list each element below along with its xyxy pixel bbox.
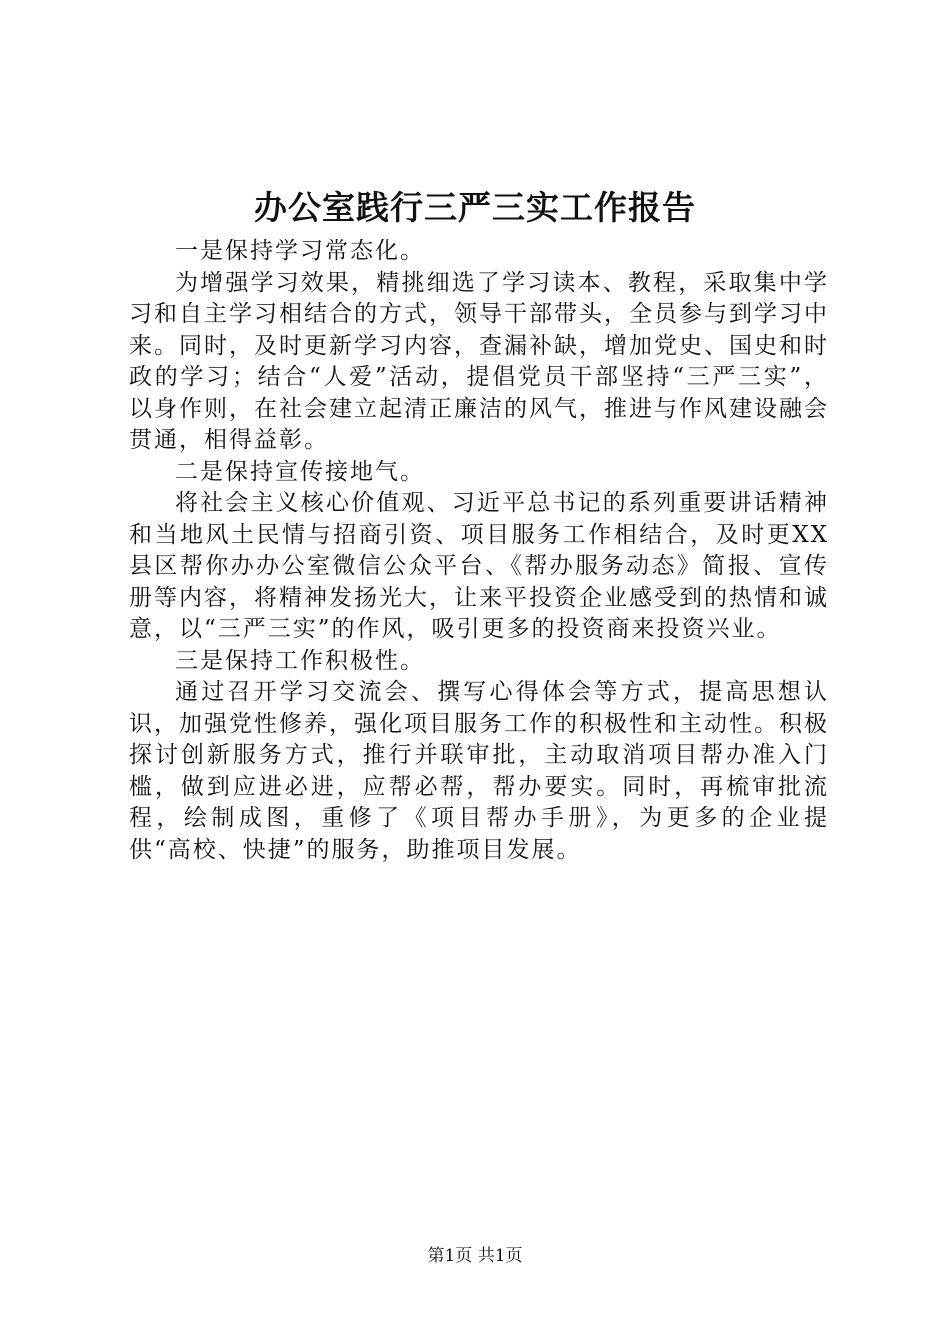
paragraph-1: 为增强学习效果，精挑细选了学习读本、教程，采取集中学习和自主学习相结合的方式，领导干部带头，全员参与到学习中来。同时，及时更新学习内容，查漏补缺，增加党史、国史和时政的学习；结合“人爱”活动，提倡党员干部坚持“三严三实”，以身作则，在社会建立起清正廉洁的风气，推进与作风建设融会贯通，相得益彰。 — [129, 269, 829, 453]
paragraph-heading-3: 三是保持工作积极性。 — [175, 647, 425, 674]
paragraph-3: 通过召开学习交流会、撰写心得体会等方式，提高思想认识，加强党性修养，强化项目服务工作的积极性和主动性。积极探讨创新服务方式，推行并联审批，主动取消项目帮办准入门槛，做到应进必进，应帮必帮，帮办要实。同时，再梳审批流程，绘制成图，重修了《项目帮办手册》，为更多的企业提供“高校、快捷”的服务，助推项目发展。 — [129, 679, 829, 863]
paragraph-heading-2: 二是保持宣传接地气。 — [175, 458, 425, 485]
document-title: 办公室践行三严三实工作报告 — [254, 188, 696, 227]
document-body — [129, 236, 829, 866]
paragraph-2: 将社会主义核心价值观、习近平总书记的系列重要讲话精神和当地风土民情与招商引资、项目服务工作相结合，及时更XX县区帮你办办公室微信公众平台、《帮办服务动态》简报、宣传册等内容，将精神发扬光大，让来平投资企业感受到的热情和诚意，以“三严三实”的作风，吸引更多的投资商来投资兴业。 — [129, 490, 829, 642]
paragraph-heading-1: 一是保持学习常态化。 — [175, 238, 425, 264]
page-footer: 第1页 共1页 — [427, 1246, 523, 1266]
